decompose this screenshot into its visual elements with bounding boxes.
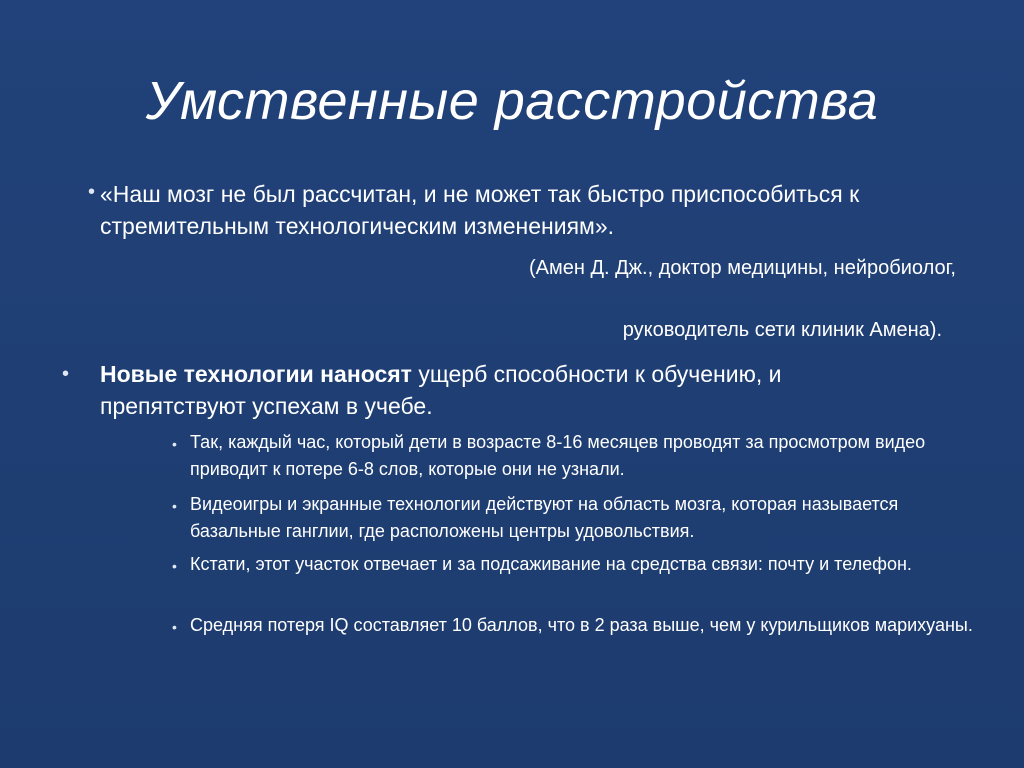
technology-harm-bold: Новые технологии наносят: [100, 361, 412, 387]
sub-bullet-icon: •: [172, 558, 177, 574]
attribution-line-2: руководитель сети клиник Амена).: [622, 319, 942, 341]
attribution-line-1: (Амен Д. Дж., доктор медицины, нейробиолог,: [529, 257, 956, 279]
sub-item-iq-loss: Средняя потеря IQ составляет 10 баллов, что в 2 раза выше, чем у курильщиков марихуаны.: [190, 615, 973, 635]
sub-bullet-icon: •: [172, 436, 177, 452]
bullet-icon: •: [88, 181, 96, 203]
technology-harm-rest: ущерб способности к обучению, и препятствуют успехам в учебе.: [100, 361, 782, 419]
sub-item-communication: Кстати, этот участок отвечает и за подсаживание на средства связи: почту и телефон.: [190, 554, 912, 574]
sub-bullet-icon: •: [172, 619, 177, 635]
sub-item-video-words: Так, каждый час, который дети в возрасте 8-16 месяцев проводят за просмотром видео приводит к потере 6-8 слов, которые они не узнали.: [190, 432, 926, 479]
technology-harm-text: [100, 358, 920, 422]
slide-title: Умственные расстройства: [145, 71, 879, 131]
quote-text: «Наш мозг не был рассчитан, и не может так быстро приспособиться к стремительным технологическим изменениям».: [100, 181, 860, 239]
sub-item-basal-ganglia: Видеоигры и экранные технологии действуют на область мозга, которая называется базальные ганглии, где расположены центры удовольствия.: [190, 494, 899, 541]
sub-bullet-icon: •: [172, 498, 177, 514]
bullet-icon: •: [62, 363, 70, 385]
